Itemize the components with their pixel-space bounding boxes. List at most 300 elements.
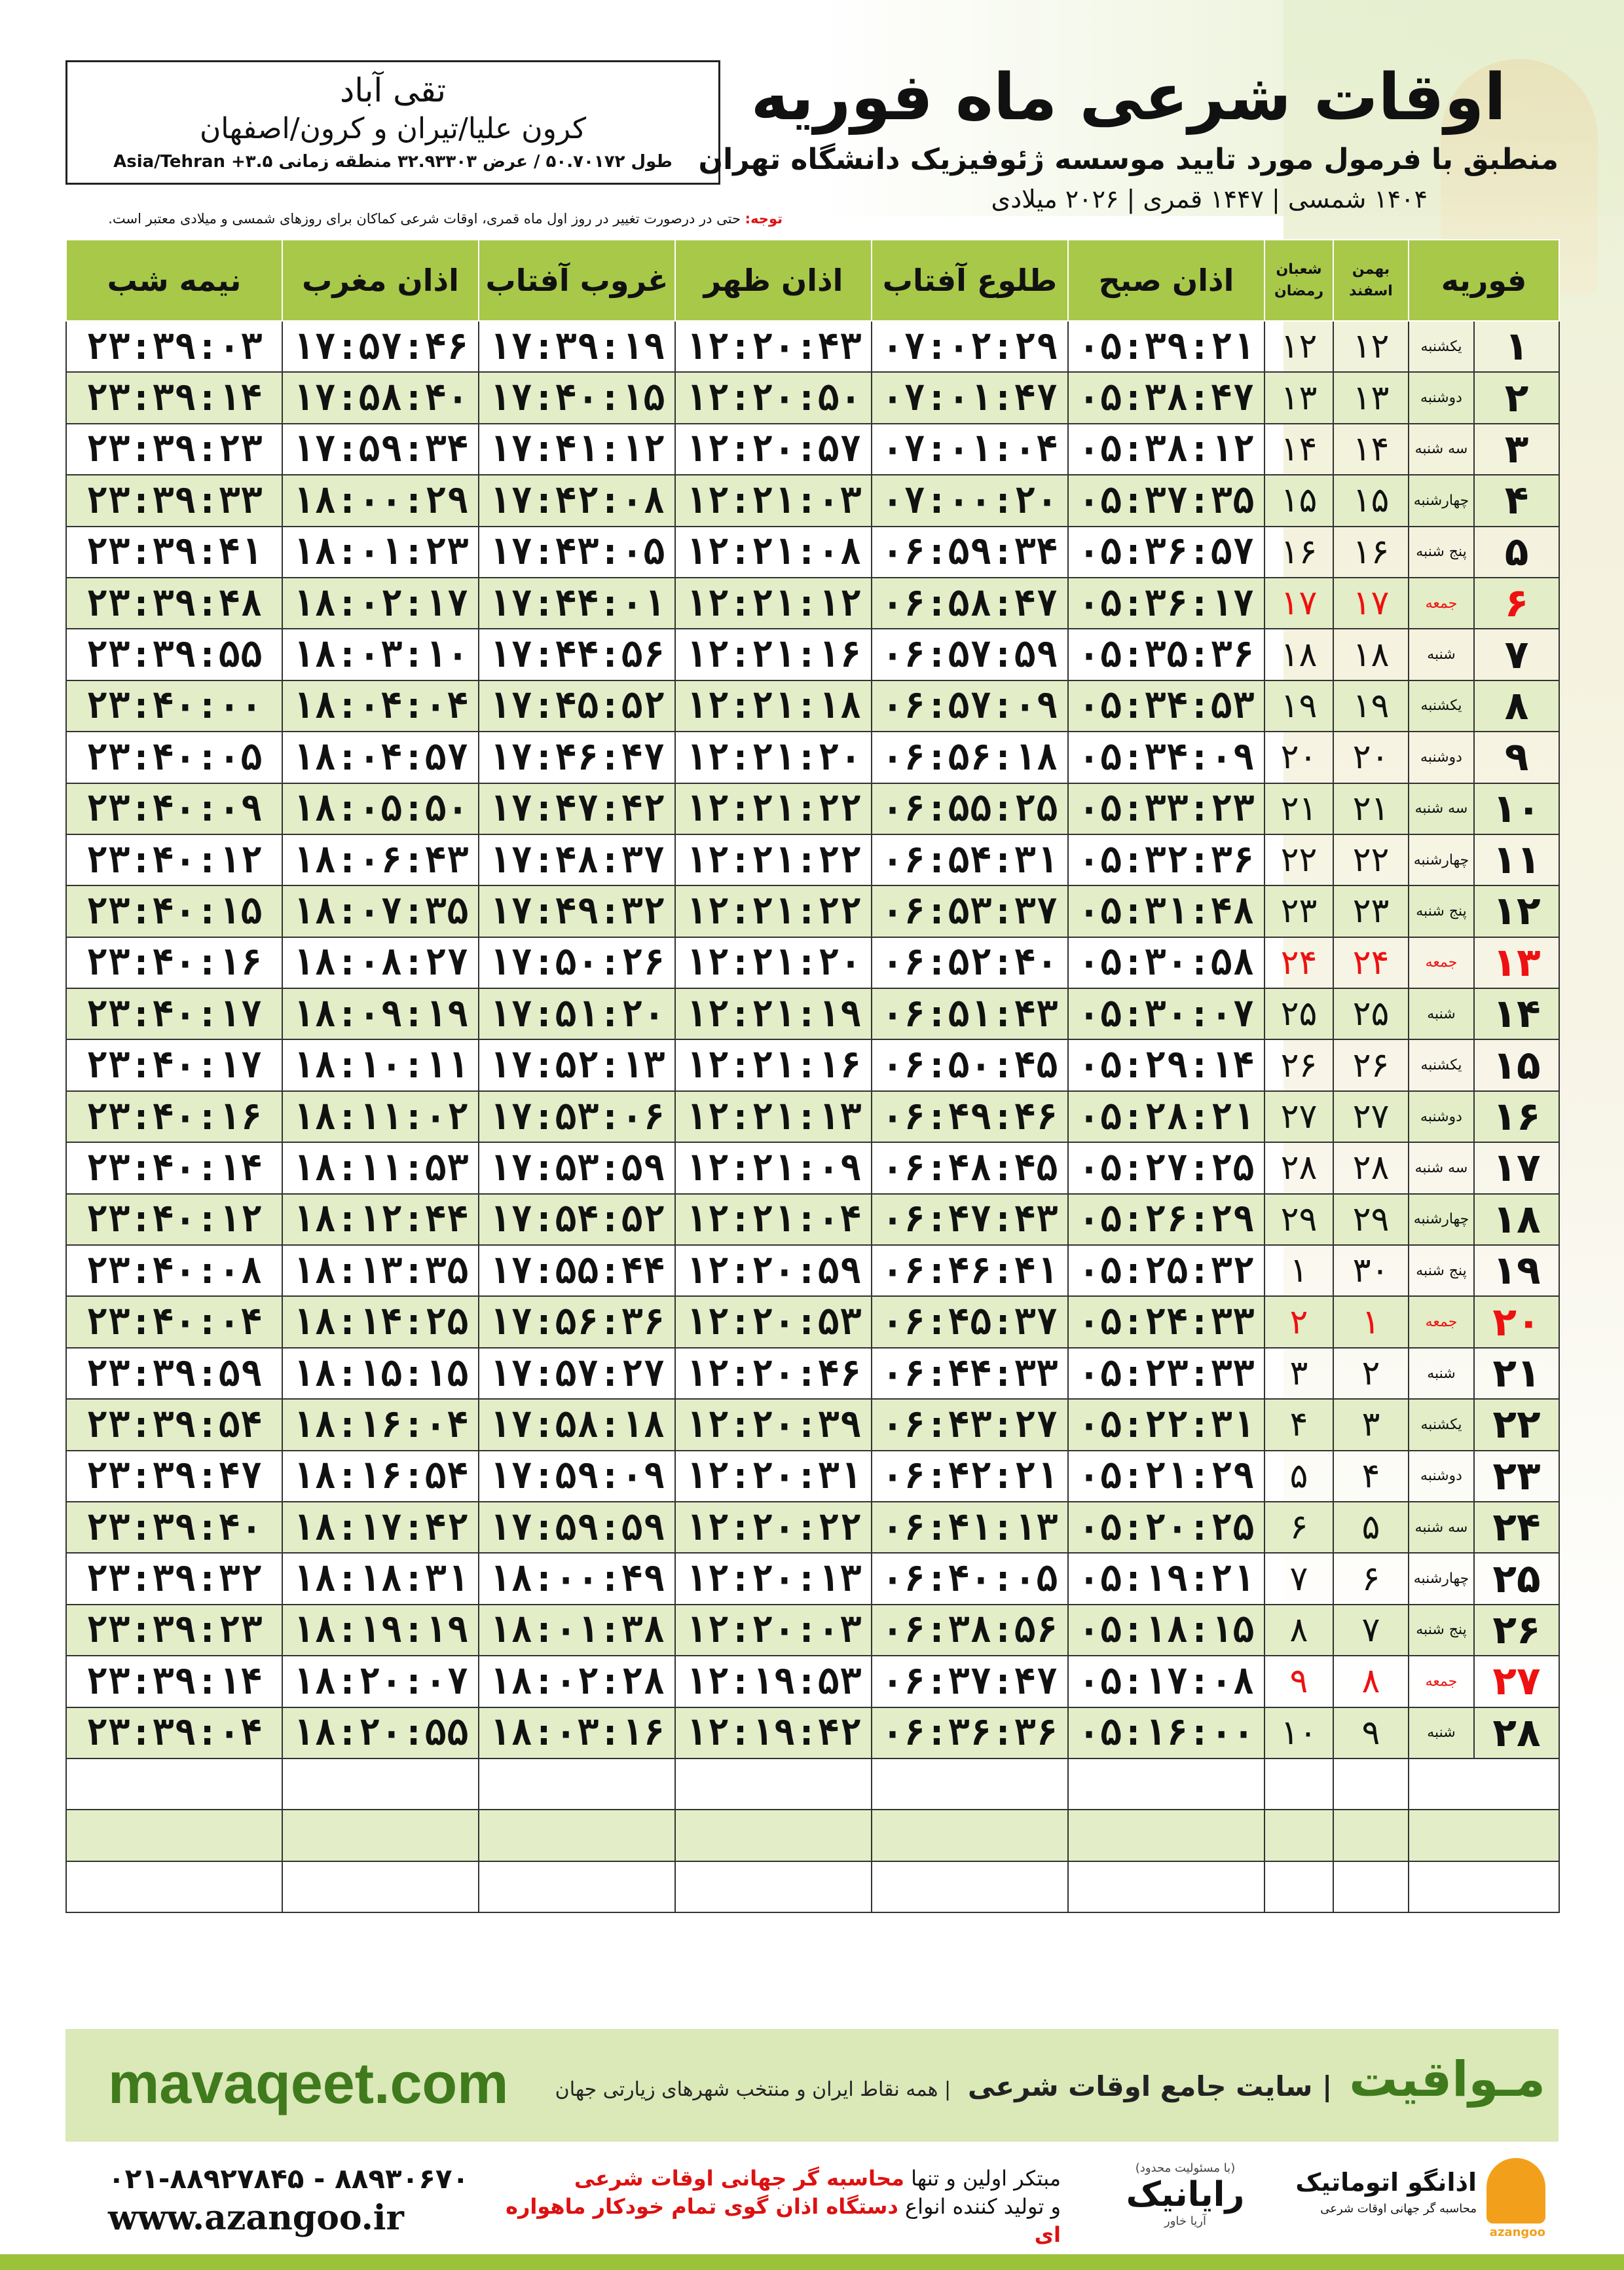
- cell-sunset: ۱۷:۳۹:۱۹: [479, 321, 675, 372]
- cell-maghrib: ۱۸:۱۴:۲۵: [282, 1296, 479, 1347]
- page-title: اوقات شرعی ماه فوریه: [750, 60, 1506, 135]
- empty-cell: [675, 1861, 872, 1912]
- cell-sunset: ۱۷:۴۳:۰۵: [479, 527, 675, 578]
- rayanik-logo: [1120, 2161, 1251, 2233]
- cell-midnight: ۲۳:۳۹:۱۴: [66, 372, 282, 423]
- cell-dhuhr: ۱۲:۲۰:۵۳: [675, 1296, 872, 1347]
- cell-sunset: ۱۷:۵۳:۵۹: [479, 1142, 675, 1193]
- cell-lunar: ۲۴: [1264, 937, 1333, 988]
- cell-sunset: ۱۷:۴۶:۴۷: [479, 732, 675, 783]
- cell-day: ۲۳: [1474, 1451, 1559, 1502]
- cell-sunrise: ۰۶:۴۶:۴۱: [872, 1245, 1068, 1296]
- cell-lunar: ۱۵: [1264, 475, 1333, 526]
- cell-fajr: ۰۵:۳۴:۰۹: [1068, 732, 1264, 783]
- empty-cell: [66, 1861, 282, 1912]
- empty-cell: [1264, 1861, 1333, 1912]
- header-solar-top: بهمن: [1352, 261, 1390, 278]
- cell-solar: ۳۰: [1333, 1245, 1409, 1296]
- cell-dhuhr: ۱۲:۲۰:۴۳: [675, 321, 872, 372]
- rayanik-name: رایانیک: [1126, 2175, 1245, 2214]
- cell-lunar: ۲۹: [1264, 1194, 1333, 1245]
- cell-sunrise: ۰۶:۴۷:۴۳: [872, 1194, 1068, 1245]
- cell-midnight: ۲۳:۳۹:۴۱: [66, 527, 282, 578]
- cell-day: ۱: [1474, 321, 1559, 372]
- azangoo-en: azangoo: [1489, 2225, 1545, 2239]
- cell-solar: ۳: [1333, 1399, 1409, 1450]
- cell-solar: ۵: [1333, 1502, 1409, 1553]
- azangoo-sub: محاسبه گر جهانی اوقات شرعی: [1320, 2202, 1477, 2216]
- table-row: [66, 732, 1559, 783]
- header-lunar-top: شعبان: [1276, 261, 1322, 278]
- empty-cell: [479, 1861, 675, 1912]
- promo-2b: دستگاه اذان گوی تمام خودکار ماهواره ای: [506, 2194, 1061, 2248]
- cell-wd: پنج شنبه: [1409, 885, 1474, 937]
- cell-wd: چهارشنبه: [1409, 1553, 1474, 1604]
- cell-day: ۱۴: [1474, 988, 1559, 1039]
- cell-midnight: ۲۳:۳۹:۰۳: [66, 321, 282, 372]
- cell-dhuhr: ۱۲:۲۰:۵۷: [675, 424, 872, 475]
- cell-maghrib: ۱۸:۰۰:۲۹: [282, 475, 479, 526]
- cell-day: ۲۱: [1474, 1348, 1559, 1399]
- cell-maghrib: ۱۸:۱۱:۵۳: [282, 1142, 479, 1193]
- cell-lunar: ۱: [1264, 1245, 1333, 1296]
- cell-fajr: ۰۵:۲۸:۲۱: [1068, 1091, 1264, 1142]
- cell-wd: پنج شنبه: [1409, 1245, 1474, 1296]
- cell-maghrib: ۱۸:۰۴:۰۴: [282, 680, 479, 732]
- cell-sunrise: ۰۶:۵۷:۰۹: [872, 680, 1068, 732]
- cell-maghrib: ۱۷:۵۹:۳۴: [282, 424, 479, 475]
- cell-lunar: ۹: [1264, 1656, 1333, 1707]
- cell-lunar: ۲۸: [1264, 1142, 1333, 1193]
- table-row: [66, 629, 1559, 680]
- cell-day: ۲۸: [1474, 1707, 1559, 1758]
- cell-lunar: ۱۰: [1264, 1707, 1333, 1758]
- cell-maghrib: ۱۸:۱۱:۰۲: [282, 1091, 479, 1142]
- cell-sunrise: ۰۷:۰۰:۲۰: [872, 475, 1068, 526]
- notice-label: توجه:: [745, 211, 783, 227]
- cell-fajr: ۰۵:۱۸:۱۵: [1068, 1605, 1264, 1656]
- cell-lunar: ۱۶: [1264, 527, 1333, 578]
- site-url[interactable]: mavaqeet.com: [108, 2051, 509, 2115]
- cell-solar: ۷: [1333, 1605, 1409, 1656]
- cell-sunset: ۱۷:۵۷:۲۷: [479, 1348, 675, 1399]
- empty-cell: [872, 1758, 1068, 1810]
- cell-solar: ۱۶: [1333, 527, 1409, 578]
- cell-day: ۱۹: [1474, 1245, 1559, 1296]
- cell-maghrib: ۱۸:۱۹:۱۹: [282, 1605, 479, 1656]
- cell-wd: سه شنبه: [1409, 1502, 1474, 1553]
- cell-sunset: ۱۷:۵۹:۵۹: [479, 1502, 675, 1553]
- table-row: [66, 1194, 1559, 1245]
- azangoo-url[interactable]: www.azangoo.ir: [108, 2198, 404, 2238]
- cell-dhuhr: ۱۲:۲۱:۲۰: [675, 732, 872, 783]
- cell-solar: ۲۳: [1333, 885, 1409, 937]
- table-row: [66, 527, 1559, 578]
- cell-day: ۲۶: [1474, 1605, 1559, 1656]
- cell-sunrise: ۰۶:۵۵:۲۵: [872, 783, 1068, 834]
- cell-maghrib: ۱۸:۱۵:۱۵: [282, 1348, 479, 1399]
- cell-solar: ۸: [1333, 1656, 1409, 1707]
- bottom-bar: [0, 2254, 1624, 2270]
- cell-dhuhr: ۱۲:۲۱:۱۲: [675, 578, 872, 629]
- cell-fajr: ۰۵:۲۷:۲۵: [1068, 1142, 1264, 1193]
- cell-sunset: ۱۷:۴۲:۰۸: [479, 475, 675, 526]
- cell-midnight: ۲۳:۴۰:۱۲: [66, 1194, 282, 1245]
- cell-solar: ۲۲: [1333, 834, 1409, 885]
- cell-fajr: ۰۵:۲۶:۲۹: [1068, 1194, 1264, 1245]
- empty-cell: [479, 1758, 675, 1810]
- cell-sunrise: ۰۶:۴۴:۳۳: [872, 1348, 1068, 1399]
- cell-lunar: ۲۱: [1264, 783, 1333, 834]
- cell-sunrise: ۰۶:۳۷:۴۷: [872, 1656, 1068, 1707]
- cell-day: ۲۰: [1474, 1296, 1559, 1347]
- promo-text: [498, 2165, 1061, 2250]
- cell-sunset: ۱۷:۵۸:۱۸: [479, 1399, 675, 1450]
- cell-wd: پنج شنبه: [1409, 527, 1474, 578]
- promo-1a: مبتکر اولین و تنها: [911, 2166, 1061, 2191]
- cell-wd: یکشنبه: [1409, 1399, 1474, 1450]
- cell-solar: ۱۹: [1333, 680, 1409, 732]
- table-row: [66, 988, 1559, 1039]
- cell-fajr: ۰۵:۱۷:۰۸: [1068, 1656, 1264, 1707]
- cell-lunar: ۸: [1264, 1605, 1333, 1656]
- cell-fajr: ۰۵:۲۹:۱۴: [1068, 1039, 1264, 1090]
- header-solar-bottom: اسفند: [1349, 283, 1393, 299]
- cell-day: ۲۲: [1474, 1399, 1559, 1450]
- cell-fajr: ۰۵:۳۶:۵۷: [1068, 527, 1264, 578]
- cell-wd: چهارشنبه: [1409, 1194, 1474, 1245]
- cell-wd: شنبه: [1409, 629, 1474, 680]
- cell-sunset: ۱۸:۰۰:۴۹: [479, 1553, 675, 1604]
- cell-maghrib: ۱۸:۰۱:۲۳: [282, 527, 479, 578]
- cell-maghrib: ۱۸:۰۶:۴۳: [282, 834, 479, 885]
- table-row: [66, 1399, 1559, 1450]
- table-row: [66, 937, 1559, 988]
- cell-sunset: ۱۷:۴۷:۴۲: [479, 783, 675, 834]
- cell-dhuhr: ۱۲:۲۱:۲۲: [675, 885, 872, 937]
- cell-wd: شنبه: [1409, 988, 1474, 1039]
- cell-midnight: ۲۳:۴۰:۱۵: [66, 885, 282, 937]
- empty-cell: [1068, 1758, 1264, 1810]
- empty-row: [66, 1758, 1559, 1810]
- cell-day: ۸: [1474, 680, 1559, 732]
- cell-midnight: ۲۳:۴۰:۱۶: [66, 937, 282, 988]
- table-row: [66, 1348, 1559, 1399]
- cell-solar: ۴: [1333, 1451, 1409, 1502]
- year-line: ۱۴۰۴ شمسی | ۱۴۴۷ قمری | ۲۰۲۶ میلادی: [991, 185, 1428, 214]
- cell-midnight: ۲۳:۳۹:۳۲: [66, 1553, 282, 1604]
- phone-numbers: ۰۲۱-۸۸۹۲۷۸۴۵ - ۸۸۹۳۰۶۷۰: [108, 2163, 470, 2195]
- cell-midnight: ۲۳:۳۹:۲۳: [66, 424, 282, 475]
- cell-solar: ۲۰: [1333, 732, 1409, 783]
- cell-sunrise: ۰۶:۴۰:۰۵: [872, 1553, 1068, 1604]
- empty-cell: [1333, 1861, 1409, 1912]
- cell-sunset: ۱۷:۴۰:۱۵: [479, 372, 675, 423]
- cell-sunset: ۱۷:۵۰:۲۶: [479, 937, 675, 988]
- empty-row: [66, 1861, 1559, 1912]
- cell-wd: سه شنبه: [1409, 783, 1474, 834]
- rayanik-top: (با مسئولیت محدود): [1135, 2161, 1236, 2175]
- cell-sunrise: ۰۶:۳۶:۳۶: [872, 1707, 1068, 1758]
- cell-sunrise: ۰۶:۵۴:۳۱: [872, 834, 1068, 885]
- cell-maghrib: ۱۸:۰۸:۲۷: [282, 937, 479, 988]
- table-row: [66, 1707, 1559, 1758]
- cell-fajr: ۰۵:۳۸:۱۲: [1068, 424, 1264, 475]
- cell-fajr: ۰۵:۲۰:۲۵: [1068, 1502, 1264, 1553]
- cell-lunar: ۱۹: [1264, 680, 1333, 732]
- empty-cell: [1333, 1810, 1409, 1861]
- brand-name: مـواقیت: [1349, 2051, 1545, 2108]
- empty-cell: [1333, 1758, 1409, 1810]
- cell-dhuhr: ۱۲:۲۰:۵۹: [675, 1245, 872, 1296]
- cell-lunar: ۱۳: [1264, 372, 1333, 423]
- cell-midnight: ۲۳:۳۹:۴۰: [66, 1502, 282, 1553]
- table-row: [66, 1039, 1559, 1090]
- cell-lunar: ۵: [1264, 1451, 1333, 1502]
- location-name: تقی آباد: [339, 71, 447, 109]
- cell-dhuhr: ۱۲:۲۰:۴۶: [675, 1348, 872, 1399]
- cell-wd: دوشنبه: [1409, 732, 1474, 783]
- cell-midnight: ۲۳:۳۹:۰۴: [66, 1707, 282, 1758]
- cell-sunrise: ۰۶:۵۸:۴۷: [872, 578, 1068, 629]
- cell-maghrib: ۱۸:۰۹:۱۹: [282, 988, 479, 1039]
- cell-day: ۱۳: [1474, 937, 1559, 988]
- cell-dhuhr: ۱۲:۱۹:۴۲: [675, 1707, 872, 1758]
- cell-lunar: ۲۳: [1264, 885, 1333, 937]
- cell-fajr: ۰۵:۲۱:۲۹: [1068, 1451, 1264, 1502]
- empty-cell: [1264, 1758, 1333, 1810]
- table-body: [66, 321, 1559, 1912]
- cell-sunrise: ۰۶:۴۸:۴۵: [872, 1142, 1068, 1193]
- cell-dhuhr: ۱۲:۲۱:۰۳: [675, 475, 872, 526]
- cell-sunset: ۱۷:۵۲:۱۳: [479, 1039, 675, 1090]
- cell-dhuhr: ۱۲:۲۱:۱۳: [675, 1091, 872, 1142]
- cell-sunrise: ۰۶:۵۰:۴۵: [872, 1039, 1068, 1090]
- cell-fajr: ۰۵:۲۴:۳۳: [1068, 1296, 1264, 1347]
- brand-tagline-sub: | همه نقاط ایران و منتخب شهرهای زیارتی جهان: [555, 2078, 951, 2101]
- cell-solar: ۱: [1333, 1296, 1409, 1347]
- header-fajr: اذان صبح: [1068, 240, 1264, 321]
- cell-sunrise: ۰۶:۴۳:۲۷: [872, 1399, 1068, 1450]
- empty-cell: [282, 1861, 479, 1912]
- cell-solar: ۹: [1333, 1707, 1409, 1758]
- notice-text: حتی در درصورت تغییر در روز اول ماه قمری، اوقات شرعی کماکان برای روزهای شمسی و میلادی معتبر است.: [108, 211, 741, 227]
- cell-wd: یکشنبه: [1409, 1039, 1474, 1090]
- cell-midnight: ۲۳:۴۰:۰۵: [66, 732, 282, 783]
- cell-wd: سه شنبه: [1409, 424, 1474, 475]
- cell-fajr: ۰۵:۳۰:۰۷: [1068, 988, 1264, 1039]
- cell-sunrise: ۰۶:۴۱:۱۳: [872, 1502, 1068, 1553]
- cell-solar: ۲۱: [1333, 783, 1409, 834]
- brand-tagline: [555, 2051, 1545, 2108]
- cell-wd: جمعه: [1409, 1296, 1474, 1347]
- table-row: [66, 424, 1559, 475]
- cell-sunrise: ۰۶:۵۷:۵۹: [872, 629, 1068, 680]
- table-row: [66, 1605, 1559, 1656]
- cell-midnight: ۲۳:۴۰:۰۴: [66, 1296, 282, 1347]
- cell-midnight: ۲۳:۴۰:۰۹: [66, 783, 282, 834]
- promo-2a: و تولید کننده انواع: [904, 2194, 1061, 2220]
- table-row: [66, 321, 1559, 372]
- cell-dhuhr: ۱۲:۲۱:۲۲: [675, 783, 872, 834]
- cell-dhuhr: ۱۲:۲۱:۱۹: [675, 988, 872, 1039]
- header-maghrib: اذان مغرب: [282, 240, 479, 321]
- cell-maghrib: ۱۸:۰۴:۵۷: [282, 732, 479, 783]
- azangoo-name: اذانگو اتوماتیک: [1295, 2168, 1477, 2197]
- location-box: [65, 60, 720, 185]
- cell-solar: ۲۶: [1333, 1039, 1409, 1090]
- table-row: [66, 680, 1559, 732]
- cell-midnight: ۲۳:۳۹:۴۷: [66, 1451, 282, 1502]
- cell-day: ۵: [1474, 527, 1559, 578]
- azangoo-mark-icon: [1486, 2158, 1545, 2223]
- cell-midnight: ۲۳:۴۰:۱۴: [66, 1142, 282, 1193]
- cell-day: ۲۴: [1474, 1502, 1559, 1553]
- cell-fajr: ۰۵:۳۹:۲۱: [1068, 321, 1264, 372]
- cell-day: ۹: [1474, 732, 1559, 783]
- cell-midnight: ۲۳:۳۹:۱۴: [66, 1656, 282, 1707]
- cell-maghrib: ۱۸:۱۰:۱۱: [282, 1039, 479, 1090]
- cell-lunar: ۴: [1264, 1399, 1333, 1450]
- cell-sunrise: ۰۶:۵۶:۱۸: [872, 732, 1068, 783]
- header-solar: [1333, 240, 1409, 321]
- cell-day: ۱۱: [1474, 834, 1559, 885]
- cell-wd: چهارشنبه: [1409, 834, 1474, 885]
- azangoo-logo: [1283, 2155, 1545, 2240]
- cell-sunrise: ۰۶:۴۹:۴۶: [872, 1091, 1068, 1142]
- cell-maghrib: ۱۸:۰۲:۱۷: [282, 578, 479, 629]
- empty-cell: [1068, 1861, 1264, 1912]
- cell-day: ۱۲: [1474, 885, 1559, 937]
- cell-day: ۲: [1474, 372, 1559, 423]
- cell-solar: ۲۵: [1333, 988, 1409, 1039]
- cell-sunset: ۱۷:۴۴:۰۱: [479, 578, 675, 629]
- table-row: [66, 1502, 1559, 1553]
- location-coords: طول ۵۰.۷۰۱۷۲ / عرض ۳۲.۹۳۳۰۳ منطقه زمانی ۳.۵+ Asia/Tehran: [113, 152, 673, 172]
- cell-solar: ۱۴: [1333, 424, 1409, 475]
- cell-wd: شنبه: [1409, 1707, 1474, 1758]
- empty-cell: [282, 1758, 479, 1810]
- cell-sunrise: ۰۶:۴۵:۳۷: [872, 1296, 1068, 1347]
- cell-solar: ۱۵: [1333, 475, 1409, 526]
- cell-fajr: ۰۵:۲۲:۳۱: [1068, 1399, 1264, 1450]
- page-subtitle: منطبق با فرمول مورد تایید موسسه ژئوفیزیک دانشگاه تهران: [698, 143, 1559, 176]
- cell-solar: ۶: [1333, 1553, 1409, 1604]
- cell-midnight: ۲۳:۳۹:۲۳: [66, 1605, 282, 1656]
- cell-solar: ۲۴: [1333, 937, 1409, 988]
- header-lunar-bottom: رمضان: [1274, 283, 1323, 299]
- cell-wd: دوشنبه: [1409, 372, 1474, 423]
- cell-lunar: ۱۸: [1264, 629, 1333, 680]
- rayanik-sub: آریا خاور: [1164, 2214, 1206, 2228]
- cell-lunar: ۲۶: [1264, 1039, 1333, 1090]
- brand-tagline-main: | سایت جامع اوقات شرعی: [967, 2070, 1333, 2102]
- cell-maghrib: ۱۸:۲۰:۵۵: [282, 1707, 479, 1758]
- table-row: [66, 1245, 1559, 1296]
- cell-midnight: ۲۳:۳۹:۵۹: [66, 1348, 282, 1399]
- location-region: کرون علیا/تیران و کرون/اصفهان: [199, 112, 587, 145]
- cell-lunar: ۱۴: [1264, 424, 1333, 475]
- cell-dhuhr: ۱۲:۲۰:۵۰: [675, 372, 872, 423]
- table-row: [66, 1553, 1559, 1604]
- table-row: [66, 885, 1559, 937]
- promo-1b: محاسبه گر جهانی اوقات شرعی: [574, 2166, 904, 2191]
- empty-cell: [872, 1810, 1068, 1861]
- cell-sunset: ۱۷:۵۶:۳۶: [479, 1296, 675, 1347]
- cell-solar: ۲: [1333, 1348, 1409, 1399]
- cell-wd: پنج شنبه: [1409, 1605, 1474, 1656]
- cell-sunset: ۱۷:۵۹:۰۹: [479, 1451, 675, 1502]
- header-dhuhr: اذان ظهر: [675, 240, 872, 321]
- cell-fajr: ۰۵:۲۵:۳۲: [1068, 1245, 1264, 1296]
- cell-lunar: ۲۰: [1264, 732, 1333, 783]
- header-month: فوریه: [1409, 240, 1559, 321]
- cell-day: ۱۶: [1474, 1091, 1559, 1142]
- notice: [62, 211, 783, 227]
- cell-dhuhr: ۱۲:۲۰:۳۱: [675, 1451, 872, 1502]
- cell-sunset: ۱۸:۰۱:۳۸: [479, 1605, 675, 1656]
- cell-day: ۲۷: [1474, 1656, 1559, 1707]
- table-row: [66, 1142, 1559, 1193]
- table-row: [66, 1656, 1559, 1707]
- cell-dhuhr: ۱۲:۲۱:۰۴: [675, 1194, 872, 1245]
- cell-dhuhr: ۱۲:۲۰:۰۳: [675, 1605, 872, 1656]
- empty-cell: [1409, 1758, 1559, 1810]
- table-row: [66, 475, 1559, 526]
- cell-midnight: ۲۳:۴۰:۱۷: [66, 988, 282, 1039]
- cell-day: ۱۰: [1474, 783, 1559, 834]
- cell-maghrib: ۱۸:۰۳:۱۰: [282, 629, 479, 680]
- cell-sunrise: ۰۶:۳۸:۵۶: [872, 1605, 1068, 1656]
- cell-maghrib: ۱۸:۱۸:۳۱: [282, 1553, 479, 1604]
- cell-fajr: ۰۵:۱۶:۰۰: [1068, 1707, 1264, 1758]
- cell-sunrise: ۰۷:۰۲:۲۹: [872, 321, 1068, 372]
- cell-fajr: ۰۵:۳۶:۱۷: [1068, 578, 1264, 629]
- cell-fajr: ۰۵:۳۷:۳۵: [1068, 475, 1264, 526]
- empty-cell: [66, 1810, 282, 1861]
- cell-wd: یکشنبه: [1409, 680, 1474, 732]
- table-row: [66, 578, 1559, 629]
- header-lunar: [1264, 240, 1333, 321]
- cell-dhuhr: ۱۲:۲۰:۲۲: [675, 1502, 872, 1553]
- cell-wd: دوشنبه: [1409, 1091, 1474, 1142]
- cell-sunset: ۱۷:۴۴:۵۶: [479, 629, 675, 680]
- cell-dhuhr: ۱۲:۲۱:۱۸: [675, 680, 872, 732]
- empty-cell: [675, 1810, 872, 1861]
- cell-maghrib: ۱۸:۱۷:۴۲: [282, 1502, 479, 1553]
- cell-maghrib: ۱۸:۲۰:۰۷: [282, 1656, 479, 1707]
- cell-lunar: ۷: [1264, 1553, 1333, 1604]
- cell-midnight: ۲۳:۴۰:۱۶: [66, 1091, 282, 1142]
- cell-solar: ۲۸: [1333, 1142, 1409, 1193]
- cell-midnight: ۲۳:۴۰:۰۸: [66, 1245, 282, 1296]
- cell-fajr: ۰۵:۳۳:۲۳: [1068, 783, 1264, 834]
- table-row: [66, 1091, 1559, 1142]
- cell-sunrise: ۰۷:۰۱:۰۴: [872, 424, 1068, 475]
- cell-sunrise: ۰۶:۵۳:۳۷: [872, 885, 1068, 937]
- cell-sunrise: ۰۶:۵۱:۴۳: [872, 988, 1068, 1039]
- cell-solar: ۲۹: [1333, 1194, 1409, 1245]
- table-row: [66, 1451, 1559, 1502]
- cell-dhuhr: ۱۲:۲۱:۲۰: [675, 937, 872, 988]
- cell-wd: جمعه: [1409, 578, 1474, 629]
- cell-maghrib: ۱۸:۰۵:۵۰: [282, 783, 479, 834]
- cell-sunset: ۱۷:۴۸:۳۷: [479, 834, 675, 885]
- empty-cell: [479, 1810, 675, 1861]
- cell-sunset: ۱۸:۰۲:۲۸: [479, 1656, 675, 1707]
- cell-sunset: ۱۷:۴۱:۱۲: [479, 424, 675, 475]
- cell-lunar: ۶: [1264, 1502, 1333, 1553]
